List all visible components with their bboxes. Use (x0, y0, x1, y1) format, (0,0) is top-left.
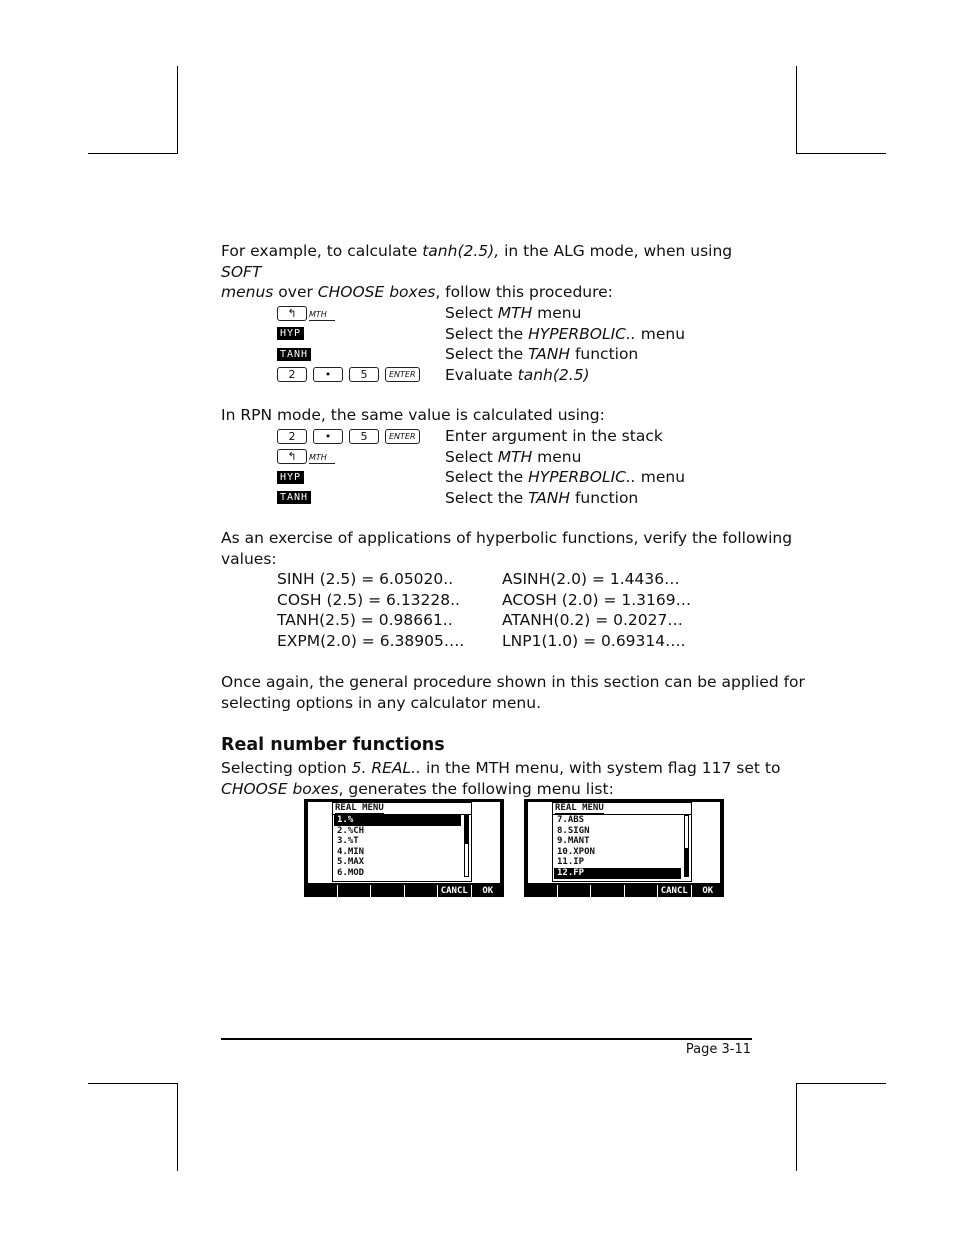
menu-title: REAL MENU (553, 803, 691, 815)
keystroke-sequence (277, 428, 420, 444)
footer-rule (221, 1038, 752, 1040)
menu-item[interactable]: 11.IP (557, 857, 585, 868)
intro-text: in the ALG mode, when using (499, 242, 733, 260)
values-row: TANH(2.5) = 0.98661.. ATANH(0.2) = 0.2027… (277, 611, 683, 629)
keystroke-sequence (277, 449, 335, 465)
keystroke-sequence (277, 469, 304, 485)
crop-mark (796, 1083, 886, 1084)
lcd-display (308, 802, 500, 883)
values-table (277, 569, 692, 651)
key-decimal: • (313, 367, 343, 382)
tanh-softkey: TANH (277, 348, 311, 361)
menu-item[interactable]: 1.% (334, 815, 461, 826)
lcd-display (528, 802, 720, 883)
menu-item[interactable]: 6.MOD (337, 867, 365, 878)
softkey-bar (304, 885, 504, 897)
intro-text: For example, to calculate (221, 242, 423, 260)
intro-text: over (273, 283, 318, 301)
scrollbar[interactable] (464, 815, 469, 877)
softkey[interactable] (557, 885, 591, 897)
key-2: 2 (277, 367, 307, 382)
scrollbar[interactable] (684, 815, 689, 877)
keystroke-sequence (277, 490, 311, 506)
key-5: 5 (349, 367, 379, 382)
ok-softkey[interactable]: OK (471, 885, 505, 897)
values-row: SINH (2.5) = 6.05020.. ASINH(2.0) = 1.4436… (277, 570, 680, 588)
menu-item[interactable]: 2.%CH (337, 825, 365, 836)
intro-menus: menus (221, 283, 274, 301)
softkey[interactable] (304, 885, 337, 897)
intro-choose: CHOOSE boxes (317, 283, 436, 301)
intro-paragraph (221, 241, 741, 303)
softkey[interactable] (337, 885, 371, 897)
rpn-intro: In RPN mode, the same value is calculated using: (221, 406, 605, 424)
softkey[interactable] (624, 885, 658, 897)
scrollbar-thumb[interactable] (685, 848, 688, 876)
menu-item[interactable]: 7.ABS (557, 815, 585, 825)
hyp-softkey: HYP (277, 471, 304, 484)
values-row: COSH (2.5) = 6.13228.. ACOSH (2.0) = 1.3169… (277, 590, 692, 609)
menu-item[interactable]: 10.XPON (557, 846, 595, 857)
step-description: Select the TANH function (445, 488, 639, 507)
calculator-screen-2 (524, 799, 724, 897)
values-row: EXPM(2.0) = 6.38905…. LNP1(1.0) = 0.69314…. (277, 631, 686, 650)
selecting-paragraph: Selecting option 5. REAL.. in the MTH menu, with system flag 117 set to CHOOSE boxes, generates the following menu list: (221, 759, 781, 798)
menu-item[interactable]: 9.MANT (557, 836, 590, 847)
menu-title: REAL MENU (333, 803, 471, 815)
step-description: Select MTH menu (445, 304, 582, 322)
step-description: Select the TANH function (445, 345, 639, 363)
choose-box (552, 802, 692, 882)
key-decimal: • (313, 429, 343, 444)
crop-mark (88, 1083, 178, 1084)
keystroke-sequence (277, 305, 335, 321)
softkey[interactable] (404, 885, 438, 897)
step-description: Select the HYPERBOLIC.. menu (445, 468, 686, 486)
choose-box (332, 802, 472, 882)
step-description: Evaluate tanh(2.5) (445, 365, 590, 384)
menu-item[interactable]: 3.%T (337, 836, 359, 847)
key-enter: ENTER (385, 429, 420, 444)
intro-text: , follow this procedure: (435, 283, 613, 301)
softkey[interactable] (370, 885, 404, 897)
menu-item[interactable]: 4.MIN (337, 846, 365, 857)
left-shift-icon: ↰ (277, 449, 307, 464)
left-shift-mth-key: ↰ MTH (277, 306, 335, 321)
left-shift-icon: ↰ (277, 306, 307, 321)
cancel-softkey[interactable]: CANCL (437, 885, 471, 897)
crop-mark (796, 153, 886, 154)
page-number: Page 3-11 (685, 1042, 751, 1057)
key-2: 2 (277, 429, 307, 444)
softkey[interactable] (524, 885, 557, 897)
calculator-screen-1 (304, 799, 504, 897)
crop-mark (177, 66, 178, 154)
intro-func: tanh(2.5), (422, 242, 500, 260)
general-procedure-paragraph: Once again, the general procedure shown in this section can be applied for selecting options in any calculator menu. (221, 673, 805, 712)
keystroke-sequence (277, 346, 311, 362)
step-description: Select the HYPERBOLIC.. menu (445, 324, 686, 343)
step-description: Enter argument in the stack (445, 427, 663, 445)
crop-mark (796, 1083, 797, 1171)
left-shift-mth-key: ↰ MTH (277, 449, 335, 464)
tanh-softkey: TANH (277, 491, 311, 504)
crop-mark (177, 1083, 178, 1171)
ok-softkey[interactable]: OK (691, 885, 725, 897)
menu-item[interactable]: 12.FP (554, 868, 681, 879)
hyp-softkey: HYP (277, 327, 304, 340)
keystroke-sequence (277, 326, 304, 342)
step-description: Select MTH menu (445, 447, 582, 466)
intro-soft: SOFT (221, 262, 262, 281)
exercise-paragraph: As an exercise of applications of hyperbolic functions, verify the following values: (221, 529, 793, 568)
menu-item[interactable]: 5.MAX (337, 857, 365, 868)
softkey[interactable] (590, 885, 624, 897)
keystroke-sequence (277, 367, 420, 383)
menu-item[interactable]: 8.SIGN (557, 825, 590, 836)
key-enter: ENTER (385, 367, 420, 382)
crop-mark (796, 66, 797, 154)
scrollbar-thumb[interactable] (465, 816, 468, 844)
cancel-softkey[interactable]: CANCL (657, 885, 691, 897)
softkey-bar (524, 885, 724, 897)
crop-mark (88, 153, 178, 154)
section-heading: Real number functions (221, 735, 445, 755)
key-5: 5 (349, 429, 379, 444)
